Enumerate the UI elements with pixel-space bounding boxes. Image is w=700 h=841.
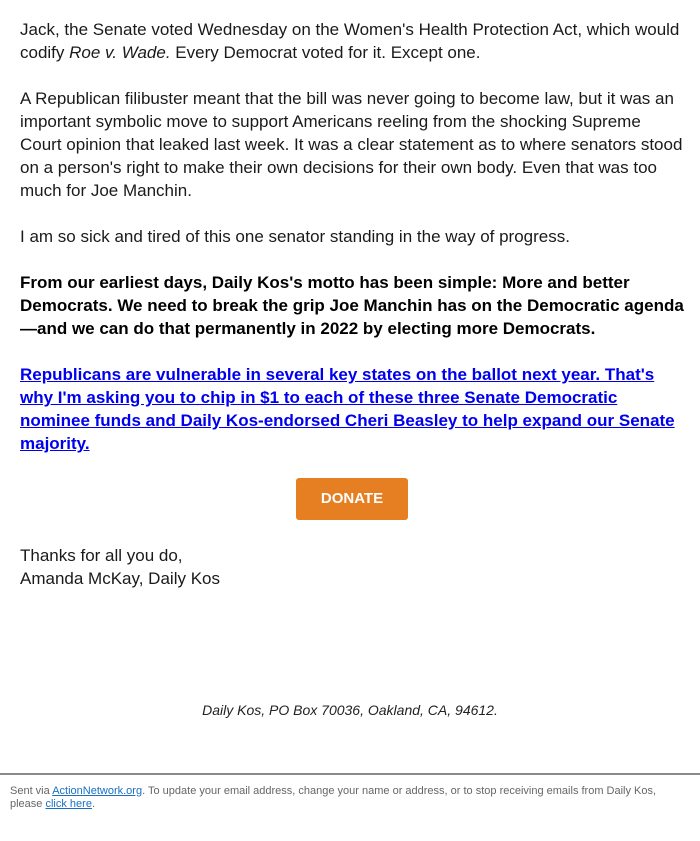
intro-italic-case: Roe v. Wade. [69,43,171,62]
cta-paragraph [20,363,684,455]
frustration-paragraph: I am so sick and tired of this one senator standing in the way of progress. [20,227,570,246]
intro-paragraph [20,18,684,64]
chip-in-link[interactable]: Republicans are vulnerable in several key states on the ballot next year. That's why I'm asking you to chip in $1 to each of these three Senate Democratic nominee funds and Daily Kos-endorsed Cheri Beasley to help expand our Senate majority. [20,365,675,453]
footer-middle: . To update your email address, change your name or address, or to stop receiving emails from Daily Kos, please [10,785,657,810]
intro-text-start: Jack, the Senate voted Wednesday on the Women's Health Protection Act, which would codify [20,20,680,62]
signoff-thanks: Thanks for all you do, [20,546,183,565]
mailing-address: Daily Kos, PO Box 70036, Oakland, CA, 94612. [202,702,498,718]
signoff [20,544,684,590]
footer-divider [0,773,700,775]
signoff-author: Amanda McKay, Daily Kos [20,569,220,588]
footer-suffix: . [91,798,96,810]
email-body [20,18,684,613]
unsubscribe-link[interactable]: click here [45,798,92,810]
donate-button[interactable]: DONATE [296,478,408,520]
intro-text-end: Every Democrat voted for it. Except one. [170,43,481,62]
filibuster-paragraph: A Republican filibuster meant that the bill was never going to become law, but it was an important symbolic move to support Americans reeling from the shocking Supreme Court opinion that leaked last week. It was a clear statement as to where senators stood on a person's right to make their own decisions for their own body. Even that was too much for Joe Manchin. [20,89,683,200]
footer-notice [10,785,680,811]
actionnetwork-link[interactable]: ActionNetwork.org [52,785,143,797]
footer-prefix: Sent via [10,785,53,797]
donate-container [20,478,684,520]
motto-paragraph: From our earliest days, Daily Kos's motto has been simple: More and better Democrats. We need to break the grip Joe Manchin has on the Democratic agenda—and we can do that permanently in 2022 by electing more Democrats. [20,273,684,338]
